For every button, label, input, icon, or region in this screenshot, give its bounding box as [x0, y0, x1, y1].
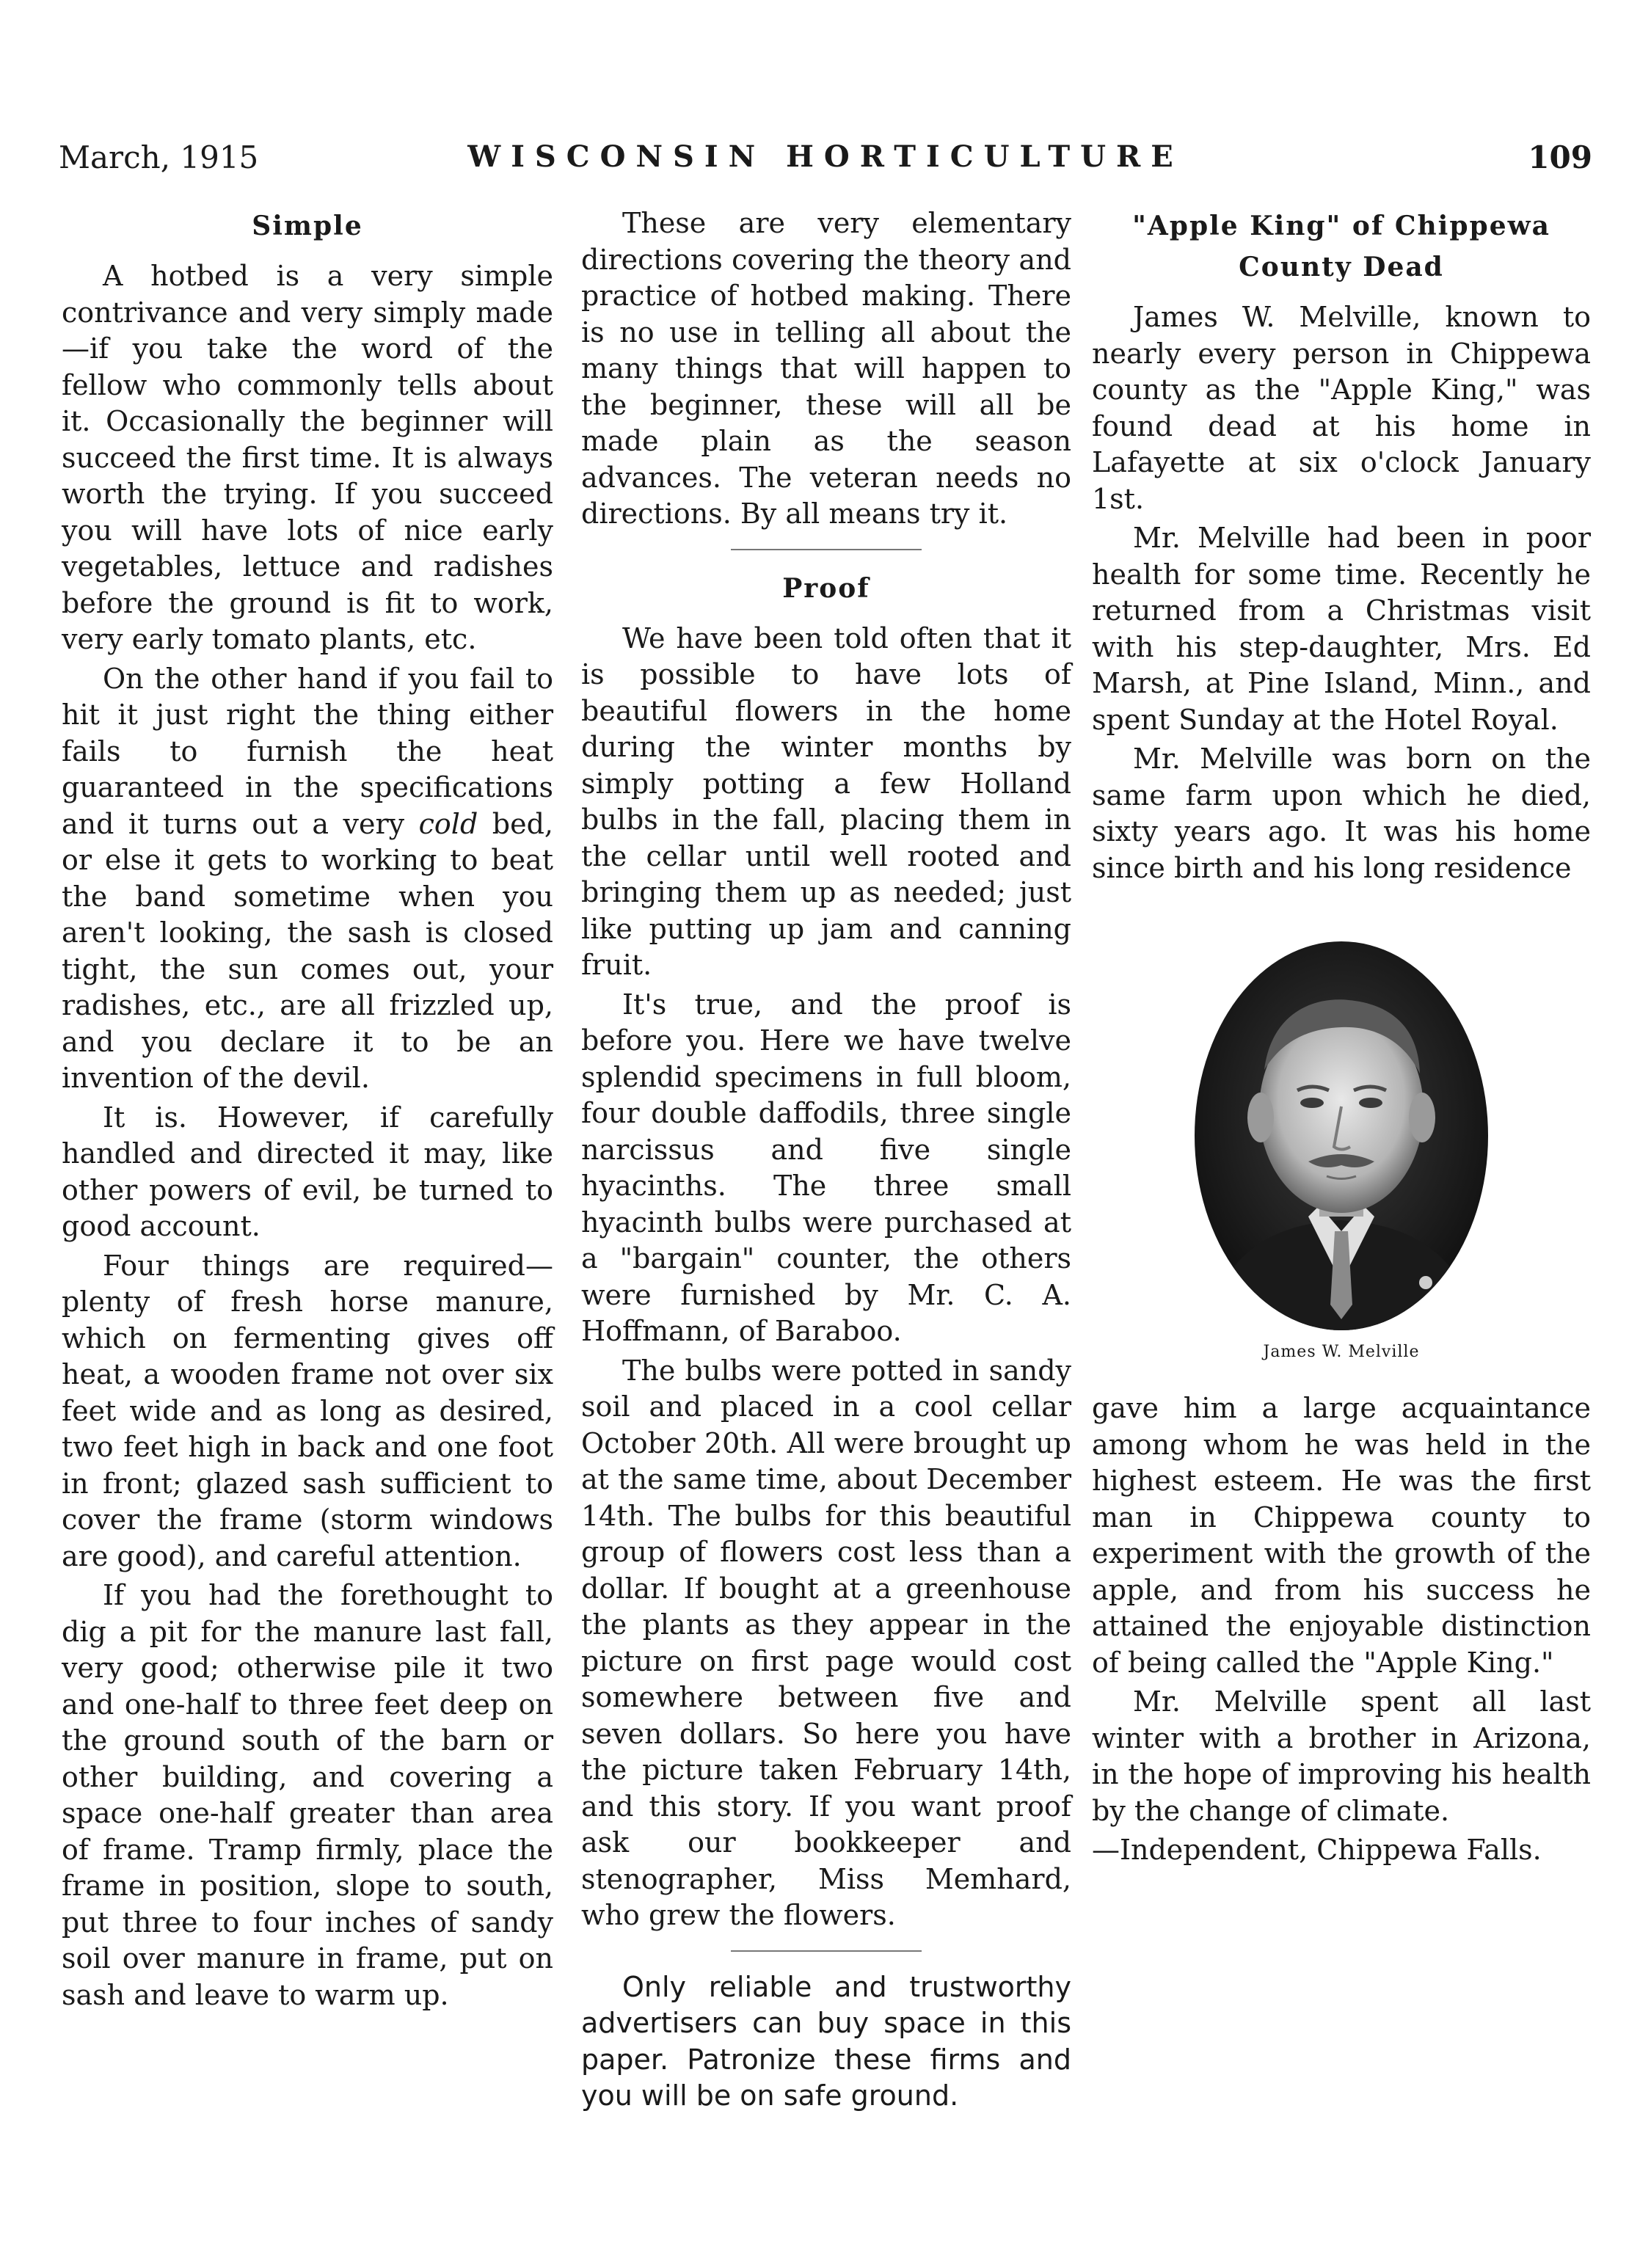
paragraph: A hotbed is a very simple contrivance and very simply made—if you take the word of the fellow who commonly tells about it. Occasionally the beginner will succeed the first time. It is always worth the trying. If you succeed you will have lots of nice early vegetables, lettuce and radishes before the ground is fit to work, very early tomato plants, etc.: [62, 260, 553, 655]
paragraph: Four things are required—plenty of fresh horse manure, which on fermenting gives off heat, a wooden frame not over six feet wide and as long as desired, two feet high in back and one foot in front; glazed sash sufficient to cover the frame (storm windows are good), and careful attention.: [62, 1249, 553, 1572]
paragraph: We have been told often that it is possible to have lots of beautiful flowers in the home during the winter months by simply potting a few Holland bulbs in the fall, placing them in the cellar until well rooted and bringing them up as needed; just like putting up jam and canning fruit.: [581, 621, 1071, 981]
paragraph: gave him a large acquaintance among whom he was held in the highest esteem. He was the first man in Chippewa county to experiment with the growth of the apple, and from his success he attained the enjoyable distinction of being called the "Apple King.": [1092, 1392, 1591, 1679]
paragraph: Mr. Melville spent all last winter with a brother in Arizona, in the hope of improving his health by the change of climate.: [1092, 1685, 1591, 1827]
page-header: [59, 139, 1592, 183]
issue-date: March, 1915: [59, 139, 259, 175]
advertiser-notice: Only reliable and trustworthy advertisers can buy space in this paper. Patronize these firms and you will be on safe ground.: [581, 1970, 1071, 2112]
portrait-photo: [1191, 938, 1492, 1334]
article-heading-proof: Proof: [782, 572, 870, 604]
divider: [731, 1950, 922, 1952]
column-right: [1092, 205, 1591, 1872]
photo-caption: James W. Melville: [1263, 1343, 1420, 1361]
paragraph: Mr. Melville had been in poor health for some time. Recently he returned from a Christmas visit with his step-daughter, Mrs. Ed Marsh, at Pine Island, Minn., and spent Sunday at the Hotel Royal.: [1092, 522, 1591, 736]
source-attribution: —Independent, Chippewa Falls.: [1092, 1834, 1542, 1866]
paragraph: James W. Melville, known to nearly every person in Chippewa county as the "Apple King," was found dead at his home in Lafayette at six o'clock January 1st.: [1092, 301, 1591, 515]
article-heading-apple-king: "Apple King" of Chippewa County Dead: [1132, 211, 1550, 282]
paragraph: The bulbs were potted in sandy soil and placed in a cool cellar October 20th. All were brought up at the same time, about December 14th. The bulbs for this beautiful group of flowers cost less than a dollar. If bought at a greenhouse the plants as they appear in the picture on first page would cost somewhere between five and seven dollars. So here you have the picture taken February 14th, and this story. If you want proof ask our bookkeeper and stenographer, Miss Memhard, who grew the flowers.: [581, 1354, 1071, 1931]
paragraph: Mr. Melville was born on the same farm upon which he died, sixty years ago. It was his home since birth and his long residence: [1092, 743, 1591, 884]
column-left: [62, 205, 553, 2016]
paragraph: On the other hand if you fail to hit it just right the thing either fails to furnish the heat guaranteed in the specifications and it turns out a very cold bed, or else it gets to working to beat the band sometime when you aren't looking, the sash is closed tight, the sun comes out, your radishes, etc., are all frizzled up, and you declare it to be an invention of the devil.: [62, 662, 553, 1094]
column-middle: [581, 205, 1071, 2118]
paragraph: It is. However, if carefully handled and directed it may, like other powers of evil, be turned to good account.: [62, 1101, 553, 1242]
page-number: 109: [1528, 139, 1592, 175]
paragraph: If you had the forethought to dig a pit for the manure last fall, very good; otherwise pile it two and one-half to three feet deep on the ground south of the barn or other building, and covering a space one-half greater than area of frame. Tramp firmly, place the frame in position, slope to south, put three to four inches of sandy soil over manure in frame, put on sash and leave to warm up.: [62, 1579, 553, 2011]
paragraph: It's true, and the proof is before you. Here we have twelve splendid specimens in full bloom, four double daffodils, three single narcissus and five single hyacinths. The three small hyacinth bulbs were purchased at a "bargain" counter, the others were furnished by Mr. C. A. Hoffmann, of Baraboo.: [581, 988, 1071, 1347]
article-heading-simple: Simple: [252, 211, 363, 241]
portrait-figure: [1187, 938, 1495, 1361]
divider: [731, 549, 922, 550]
paragraph: These are very elementary directions covering the theory and practice of hotbed making. There is no use in telling all about the many things that will happen to the beginner, these will all be made plain as the season advances. The veteran needs no directions. By all means try it.: [581, 207, 1071, 530]
publication-title: WISCONSIN HORTICULTURE: [467, 139, 1184, 174]
